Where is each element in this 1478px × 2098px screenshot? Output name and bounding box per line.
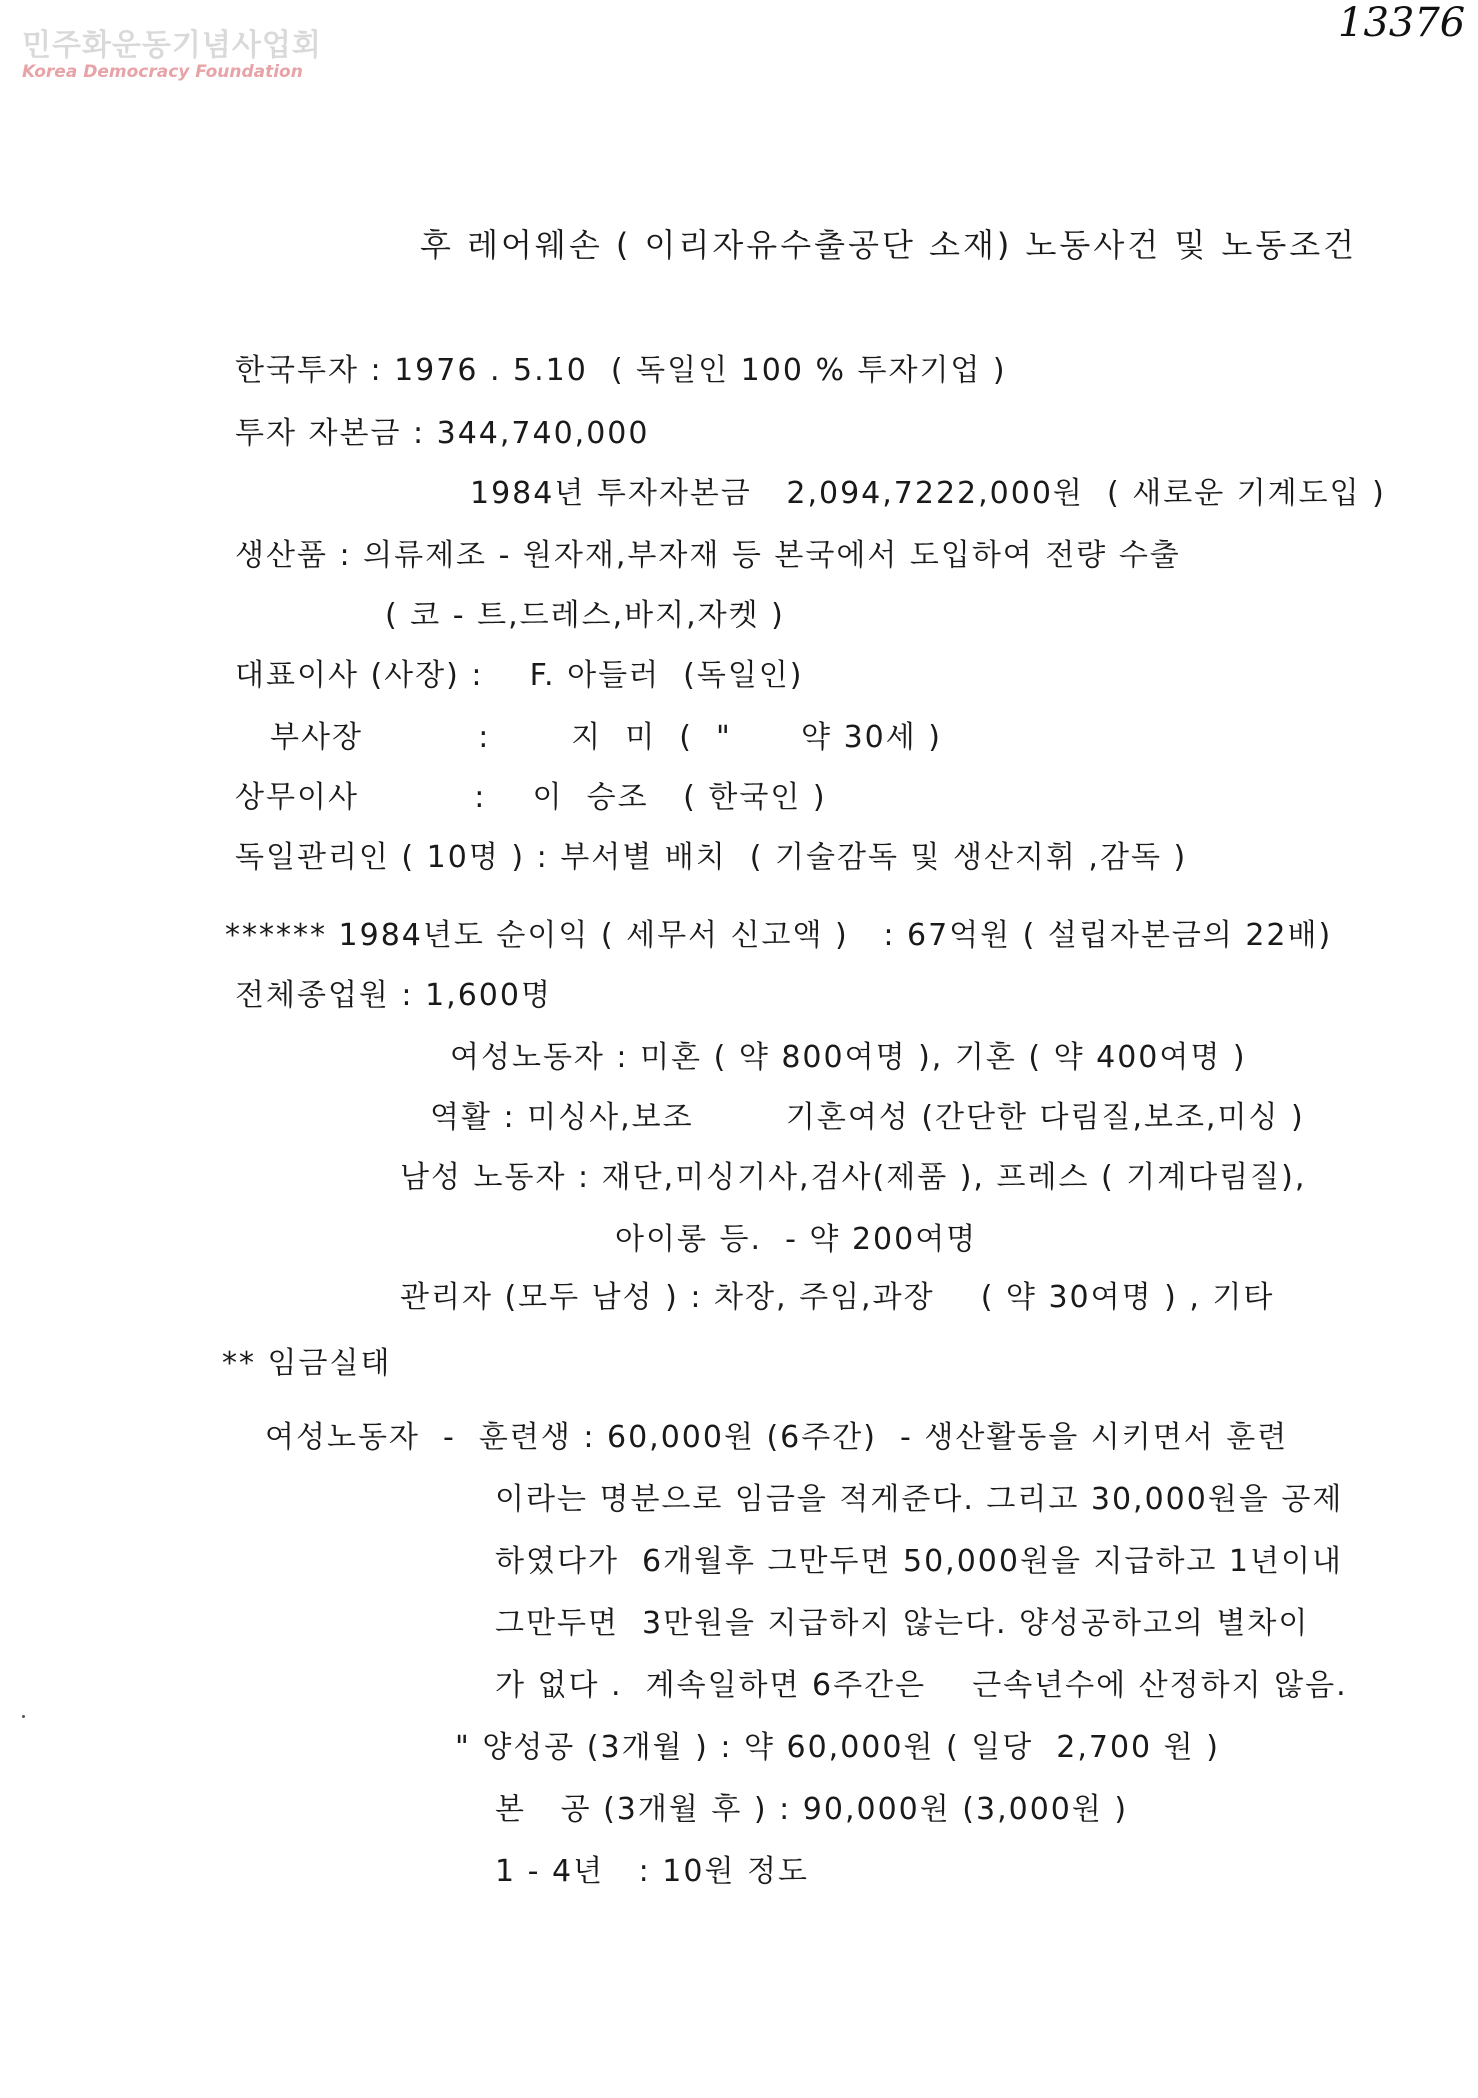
- managers-line: 관리자 (모두 남성 ) : 차장, 주임,과장 ( 약 30여명 ) , 기타: [400, 1280, 1275, 1315]
- female-wage-line-2: 이라는 명분으로 임금을 적게준다. 그리고 30,000원을 공제: [495, 1482, 1344, 1517]
- female-wage-line-3: 하였다가 6개월후 그만두면 50,000원을 지급하고 1년이내: [495, 1544, 1343, 1579]
- investment-date-line: 한국투자 : 1976 . 5.10 ( 독일인 100 % 투자기업 ): [235, 353, 1007, 388]
- vice-president-line: 부사장 : 지 미 ( " 약 30세 ): [270, 720, 942, 755]
- semi-skilled-wage-line: " 양성공 (3개월 ) : 약 60,000원 ( 일당 2,700 원 ): [455, 1730, 1220, 1765]
- female-workers-line: 여성노동자 : 미혼 ( 약 800여명 ), 기혼 ( 약 400여명 ): [450, 1040, 1247, 1075]
- products-detail-line: ( 코 - 트,드레스,바지,자켓 ): [385, 598, 785, 633]
- male-workers-cont-line: 아이롱 등. - 약 200여명: [615, 1222, 978, 1257]
- products-line: 생산품 : 의류제조 - 원자재,부자재 등 본국에서 도입하여 전량 수출: [235, 538, 1181, 573]
- ceo-line: 대표이사 (사장) : F. 아들러 (독일인): [235, 658, 804, 693]
- german-managers-line: 독일관리인 ( 10명 ) : 부서별 배치 ( 기술감독 및 생산지휘 ,감독 ): [235, 840, 1188, 875]
- total-employees-line: 전체종업원 : 1,600명: [235, 978, 552, 1013]
- male-workers-line: 남성 노동자 : 재단,미싱기사,검사(제품 ), 프레스 ( 기계다림질),: [400, 1160, 1307, 1195]
- seniority-line: 1 - 4년 : 10원 정도: [495, 1854, 809, 1889]
- female-wage-line-5: 가 없다 . 계속일하면 6주간은 근속년수에 산정하지 않음.: [495, 1668, 1348, 1703]
- wage-heading: ** 임금실태: [222, 1346, 392, 1381]
- female-wage-line-4: 그만두면 3만원을 지급하지 않는다. 양성공하고의 별차이: [495, 1606, 1310, 1641]
- net-profit-line: ****** 1984년도 순이익 ( 세무서 신고액 ) : 67억원 ( 설립자본금의 22배): [225, 918, 1333, 953]
- document-title: 후 레어웨손 ( 이리자유수출공단 소재) 노동사건 및 노동조건: [420, 226, 1358, 264]
- watermark-korean: 민주화운동기념사업회: [22, 28, 322, 63]
- female-wage-line: 여성노동자 - 훈련생 : 60,000원 (6주간) - 생산활동을 시키면서 훈련: [265, 1420, 1289, 1455]
- watermark-english: Korea Democracy Foundation: [22, 62, 303, 82]
- capital-line: 투자 자본금 : 344,740,000: [235, 416, 650, 451]
- roles-line: 역활 : 미싱사,보조 기혼여성 (간단한 다림질,보조,미싱 ): [430, 1100, 1305, 1135]
- regular-wage-line: 본 공 (3개월 후 ) : 90,000원 (3,000원 ): [495, 1792, 1129, 1827]
- capital-1984-line: 1984년 투자자본금 2,094,7222,000원 ( 새로운 기계도입 ): [470, 476, 1386, 511]
- scan-speck: [22, 1715, 25, 1718]
- managing-director-line: 상무이사 : 이 승조 ( 한국인 ): [235, 780, 827, 815]
- archive-number: 13376: [1338, 0, 1466, 46]
